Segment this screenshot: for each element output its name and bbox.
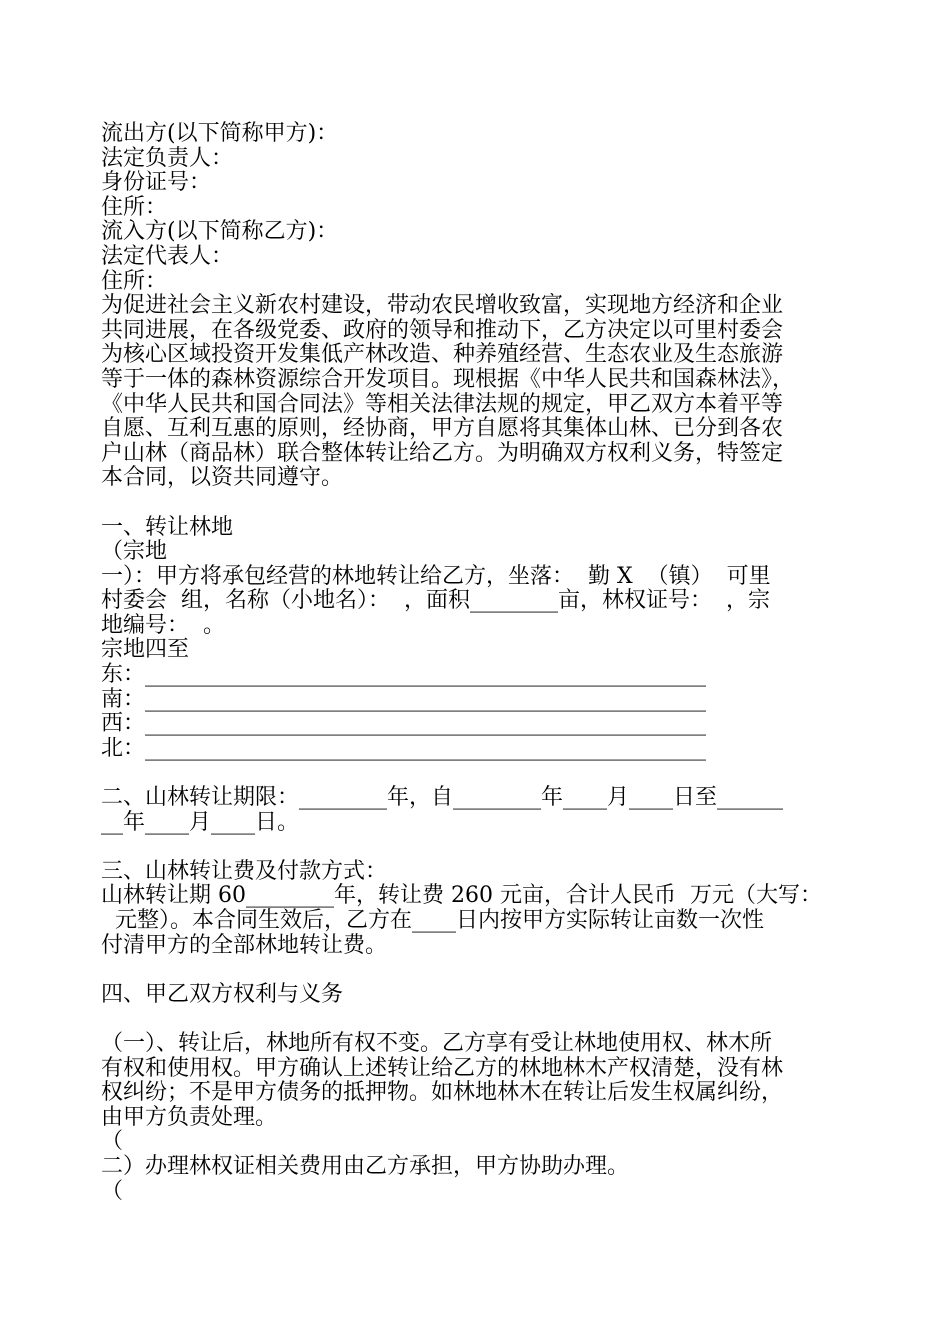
- preamble-line: 自愿、互利互惠的原则，经协商，甲方自愿将其集体山林、已分到各农: [101, 416, 784, 442]
- preamble-line: 共同进展，在各级党委、政府的领导和推动下，乙方决定以可里村委会: [101, 317, 784, 343]
- party-info: [101, 122, 861, 294]
- spacer: [101, 835, 861, 860]
- spacer: [101, 958, 861, 983]
- clause-line: 权纠纷；不是甲方债务的抵押物。如林地林木在转让后发生权属纠纷，: [101, 1080, 784, 1106]
- section-line: 地编号： 。: [101, 612, 225, 638]
- clause-line: 由甲方负责处理。: [101, 1104, 278, 1130]
- preamble-line: 户山林（商品林）联合整体转让给乙方。为明确双方权利义务，特签定: [101, 440, 784, 466]
- section-transfer-fee: [101, 860, 861, 958]
- clause-line: 有权和使用权。甲方确认上述转让给乙方的林地林木产权清楚，没有林: [101, 1055, 784, 1081]
- preamble-line: 《中华人民共和国合同法》等相关法律法规的规定，甲乙双方本着平等: [101, 391, 784, 417]
- transferor-label: 流出方(以下简称甲方)：: [101, 121, 339, 146]
- contract-page: [101, 122, 861, 1204]
- boundary-north: 北：___________________________________________________: [101, 735, 707, 761]
- transferee-label: 流入方(以下简称乙方)：: [101, 219, 339, 245]
- clause-line: （: [101, 1178, 124, 1204]
- preamble-line: 为促进社会主义新农村建设，带动农民增收致富，实现地方经济和企业: [101, 293, 784, 319]
- section-transfer-period: [101, 786, 861, 835]
- clause-line: （: [101, 1129, 124, 1155]
- section-line: 元整）。本合同生效后，乙方在____日内按甲方实际转让亩数一次性: [101, 908, 764, 933]
- transferee-address-label: 住所：: [101, 268, 168, 294]
- transferee-legal-rep-label: 法定代表人：: [101, 243, 234, 269]
- boundary-title: 宗地四至: [101, 637, 190, 663]
- boundary-east: 东：___________________________________________________: [101, 662, 707, 688]
- spacer: [101, 1007, 861, 1032]
- section-rights-obligations: [101, 983, 861, 1204]
- spacer: [101, 491, 861, 516]
- boundary-south: 南：___________________________________________________: [101, 686, 707, 712]
- preamble-line: 等于一体的森林资源综合开发项目。现根据《中华人民共和国森林法》，: [101, 366, 795, 392]
- spacer: [101, 761, 861, 786]
- preamble-line: 为核心区域投资开发集低产林改造、种养殖经营、生态农业及生态旅游: [101, 342, 784, 368]
- transferor-address-label: 住所：: [101, 194, 168, 220]
- preamble-line: 本合同，以资共同遵守。: [101, 465, 344, 491]
- section-heading: 三、山林转让费及付款方式：: [101, 858, 388, 884]
- preamble-paragraph: [101, 294, 861, 491]
- section-heading: 一、转让林地: [101, 514, 234, 540]
- section-line: 村委会 组，名称（小地名）： ，面积________亩，林权证号： ，宗: [101, 588, 770, 614]
- section-line: 二、山林转让期限：________年，自________年____月____日至______: [101, 785, 784, 811]
- clause-line: （一）、转让后，林地所有权不变。乙方享有受让林地使用权、林木所: [101, 1030, 773, 1056]
- section-transfer-land: [101, 516, 861, 762]
- section-line: 山林转让期 60________年，转让费 260 元亩，合计人民币 万元（大写：: [101, 883, 822, 909]
- section-line: 付清甲方的全部林地转让费。: [101, 932, 388, 958]
- section-line: __年____月____日。: [101, 809, 300, 835]
- clause-line: 二）办理林权证相关费用由乙方承担，甲方协助办理。: [101, 1153, 630, 1179]
- section-heading: 四、甲乙双方权利与义务: [101, 981, 344, 1007]
- transferor-legal-rep-label: 法定负责人：: [101, 145, 234, 171]
- section-line: 一）：甲方将承包经营的林地转让给乙方，坐落： 勤 X （镇） 可里: [101, 563, 771, 589]
- transferor-id-label: 身份证号：: [101, 170, 212, 196]
- boundary-west: 西：___________________________________________________: [101, 711, 707, 737]
- section-line: （宗地: [101, 539, 168, 565]
